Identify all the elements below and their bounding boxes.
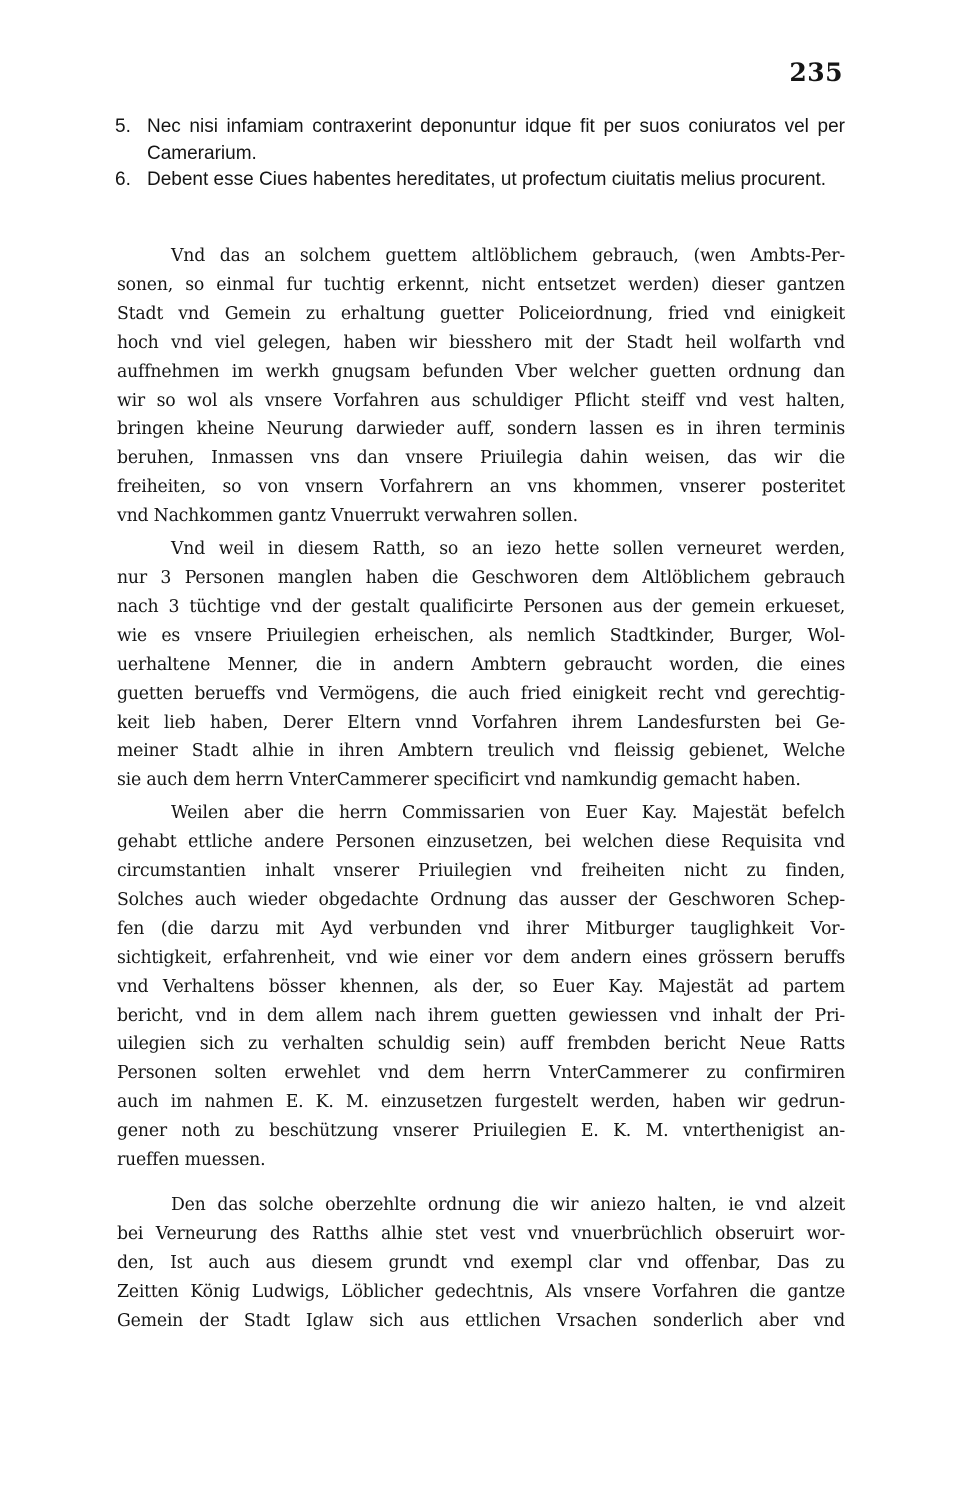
text-line: circumstantien inhalt vnserer Priuilegien vnd freiheiten nicht zu finden, — [117, 861, 845, 882]
text-line: vnd Nachkommen gantz Vnuerrukt verwahren sollen. — [117, 506, 578, 527]
paragraph — [117, 535, 845, 795]
text-line: Den das solche oberzehlte ordnung die wir aniezo halten, ie vnd alzeit — [171, 1195, 845, 1215]
text-line: keit lieb haben, Derer Eltern vnnd Vorfahren ihrem Landesfursten bei Ge- — [117, 712, 845, 733]
text-line: wir so wol als vnsere Vorfahren aus schuldiger Pflicht steiff vnd vest halten, — [117, 390, 845, 411]
text-line: wie es vnsere Priuilegien erheischen, als nemlich Stadtkinder, Burger, Wol- — [117, 625, 845, 646]
text-line: Vnd weil in diesem Ratth, so an iezo hette sollen verneuret werden, — [171, 539, 845, 560]
text-line: freiheiten, so von vnsern Vorfahrern an vns khommen, vnserer posteritet — [117, 477, 845, 498]
list-item-number: 5. — [115, 116, 131, 137]
text-line: auffnehmen im werkh gnugsam befunden Vber welcher guetten ordnung dan — [117, 361, 845, 382]
list-item-number: 6. — [115, 169, 131, 190]
list-item-text: Nec nisi infamiam contraxerint deponuntur idque fit per suos coniuratos vel per Camerarium. — [147, 116, 845, 164]
text-line: nach 3 tüchtige vnd der gestalt qualificirte Personen aus der gemein erkueset, — [117, 596, 845, 617]
text-line: guetten berueffs vnd Vermögens, die auch fried einigkeit recht vnd gerechtig- — [117, 683, 845, 704]
text-line: vnd Verhaltens bösser khennen, als der, so Euer Kay. Majestät ad partem — [117, 976, 845, 997]
text-line: gehabt ettliche andere Personen einzusetzen, bei welchen diese Requisita vnd — [117, 832, 845, 853]
text-line: Stadt vnd Gemein zu erhaltung guetter Policeiordnung, fried vnd einigkeit — [117, 303, 845, 324]
list-item — [115, 114, 845, 167]
text-line: sie auch dem herrn VnterCammerer specificirt vnd namkundig gemacht haben. — [117, 770, 801, 791]
text-line: hoch vnd viel gelegen, haben wir biesshero mit der Stadt heil wolfarth vnd — [117, 332, 845, 353]
paragraph — [117, 799, 845, 1175]
text-line: gener noth zu beschützung vnserer Priuilegien E. K. M. vnterthenigist an- — [117, 1121, 845, 1142]
body-text — [117, 242, 845, 1336]
text-line: uerhaltene Menner, die in andern Ambtern gebraucht worden, die eines — [117, 654, 845, 675]
text-line: sichtigkeit, erfahrenheit, vnd wie einer vor dem andern eines grössern beruffs — [117, 947, 845, 968]
list-item — [115, 167, 845, 194]
text-line: Vnd das an solchem guettem altlöblichem gebrauch, (wen Ambts-Per- — [171, 246, 845, 266]
text-line: Weilen aber die herrn Commissarien von Euer Kay. Majestät befelch — [171, 803, 845, 824]
text-line: bringen kheine Neurung darwieder auff, sondern lassen es in ihren terminis — [117, 419, 845, 440]
text-line: nur 3 Personen manglen haben die Geschworen dem Altlöblichem gebrauch — [117, 567, 845, 588]
text-line: bei Verneurung des Ratths alhie stet vest vnd vnuerbrüchlich obseruirt wor- — [117, 1223, 845, 1244]
list-item-text: Debent esse Ciues habentes hereditates, ut profectum ciuitatis melius procurent. — [147, 169, 827, 190]
paragraph — [117, 1191, 845, 1336]
text-line: Zeitten König Ludwigs, Löblicher gedechtnis, Als vnsere Vorfahren die gantze — [117, 1281, 845, 1302]
text-line: den, Ist auch aus diesem grundt vnd exempl clar vnd offenbar, Das zu — [117, 1252, 845, 1273]
text-line: Solches auch wieder obgedachte Ordnung das ausser der Geschworen Schep- — [117, 889, 845, 910]
text-line: uilegien sich zu verhalten schuldig sein) auff frembden bericht Neue Ratts — [117, 1034, 845, 1055]
text-line: auch im nahmen E. K. M. einzusetzen furgestelt werden, haben wir gedrun- — [117, 1092, 845, 1113]
text-line: meiner Stadt alhie in ihren Ambtern treulich vnd fleissig gebienet, Welche — [117, 741, 845, 762]
latin-list — [115, 114, 845, 194]
paragraph — [117, 242, 845, 531]
text-line: bericht, vnd in dem allem nach ihrem guetten gewiessen vnd inhalt der Pri- — [117, 1005, 845, 1026]
text-line: fen (die darzu mit Ayd verbunden vnd ihrer Mitburger tauglighkeit Vor- — [117, 918, 845, 939]
paragraph-gap — [117, 1175, 845, 1191]
page-number: 235 — [789, 58, 843, 87]
text-line: sonen, so einmal fur tuchtig erkennt, nicht entsetzet werden) dieser gantzen — [117, 274, 845, 295]
text-line: Gemein der Stadt Iglaw sich aus ettlichen Vrsachen sonderlich aber vnd — [117, 1310, 845, 1331]
text-line: rueffen muessen. — [117, 1150, 266, 1171]
text-line: beruhen, Inmassen vns dan vnsere Priuilegia dahin weisen, das wir die — [117, 448, 845, 469]
text-line: Personen solten erwehlet vnd dem herrn VnterCammerer zu confirmiren — [117, 1063, 845, 1084]
